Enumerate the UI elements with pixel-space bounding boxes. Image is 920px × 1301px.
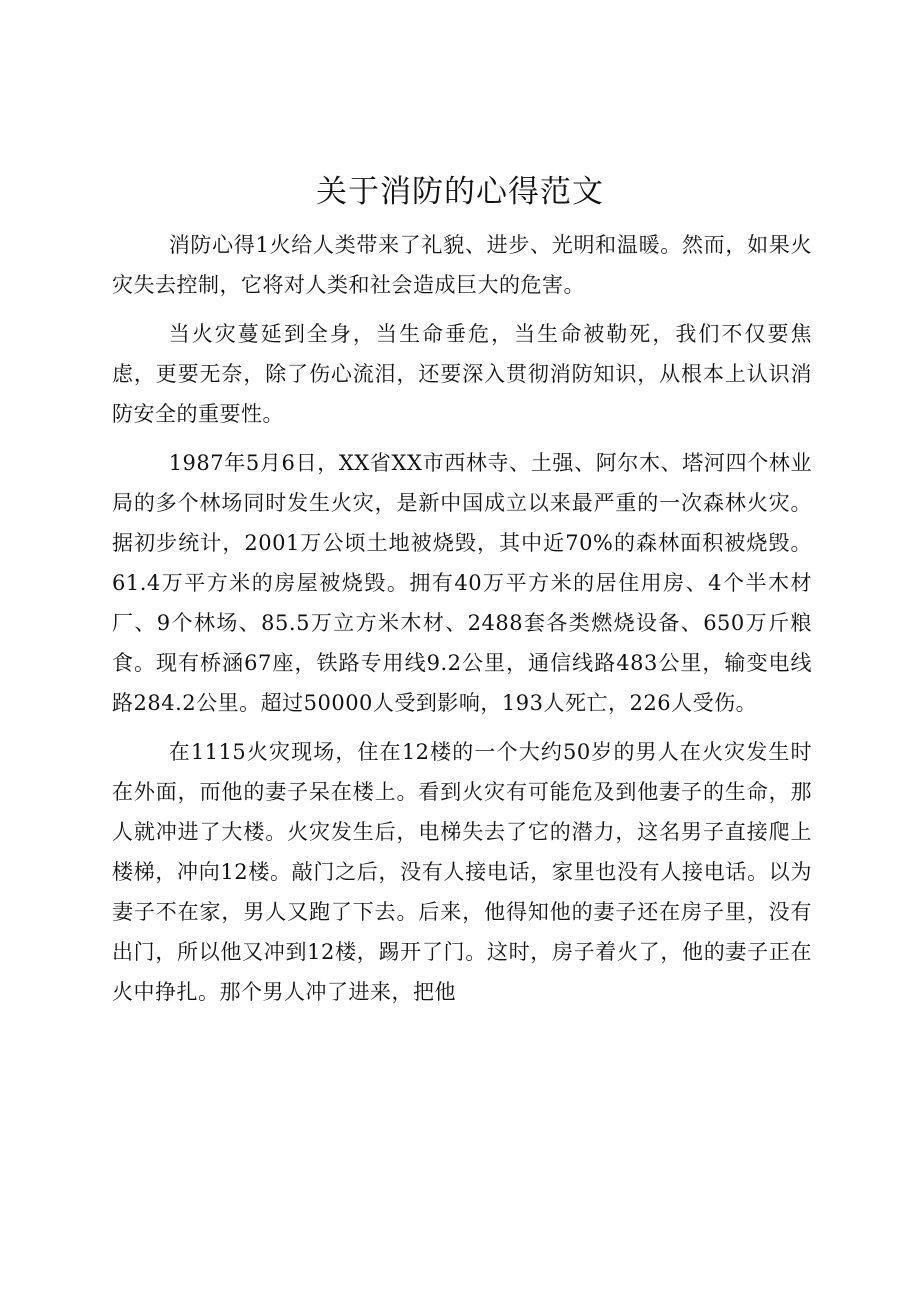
paragraph-3: 1987年5月6日，XX省XX市西林寺、土强、阿尔木、塔河四个林业局的多个林场同时发生火灾，是新中国成立以来最严重的一次森林火灾。据初步统计，2001万公顷土地被烧毁，其中近70%的森林面积被烧毁。61.4万平方米的房屋被烧毁。拥有40万平方米的居住用房、4个半木材厂、9个林场、85.5万立方米木材、2488套各类燃烧设备、650万斤粮食。现有桥涵67座，铁路专用线9.2公里，通信线路483公里，输变电线路284.2公里。超过50000人受到影响，193人死亡，226人受伤。 — [112, 451, 812, 715]
paragraph-4: 在1115火灾现场，住在12楼的一个大约50岁的男人在火灾发生时在外面，而他的妻子呆在楼上。看到火灾有可能危及到他妻子的生命，那人就冲进了大楼。火灾发生后，电梯失去了它的潜力，这名男子直接爬上楼梯，冲向12楼。敲门之后，没有人接电话，家里也没有人接电话。以为妻子不在家，男人又跑了下去。后来，他得知他的妻子还在房子里，没有出门，所以他又冲到12楼，踢开了门。这时，房子着火了，他的妻子正在火中挣扎。那个男人冲了进来，把他 — [112, 740, 812, 1004]
document-title: 关于消防的心得范文 — [316, 174, 604, 210]
paragraph-1: 消防心得1火给人类带来了礼貌、进步、光明和温暖。然而，如果火灾失去控制，它将对人类和社会造成巨大的危害。 — [112, 233, 812, 297]
paragraph-2: 当火灾蔓延到全身，当生命垂危，当生命被勒死，我们不仅要焦虑，更要无奈，除了伤心流泪，还要深入贯彻消防知识，从根本上认识消防安全的重要性。 — [112, 322, 812, 426]
document-body — [112, 225, 812, 1021]
